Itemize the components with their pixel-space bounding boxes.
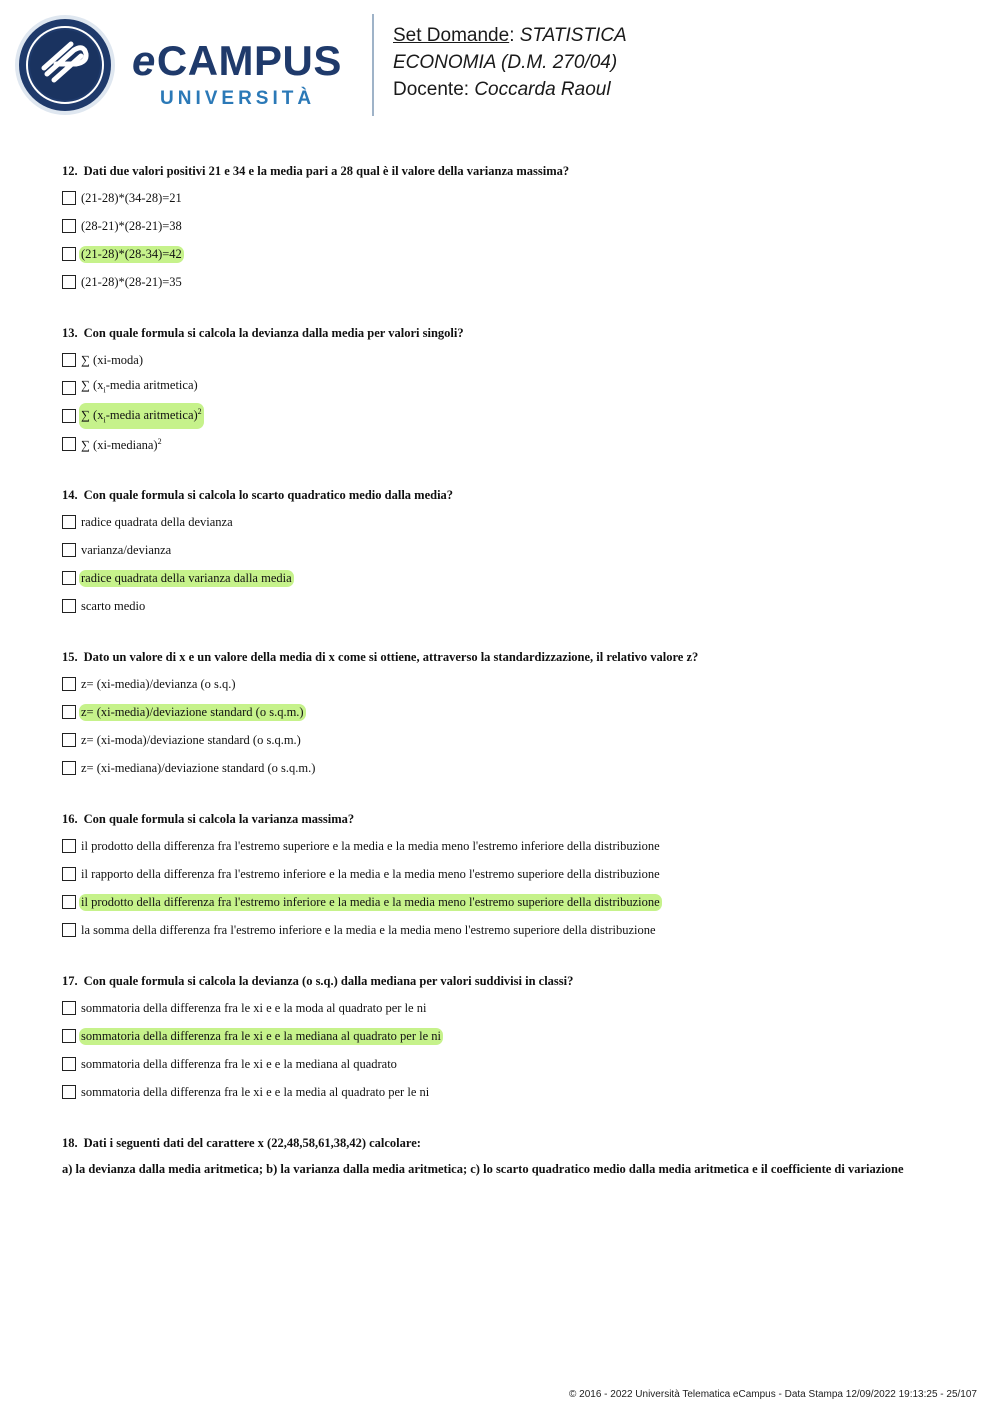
question-16 — [62, 811, 962, 939]
answer-text: ∑ (xi-mediana)$^2$ — [81, 437, 162, 453]
answer-option — [62, 541, 962, 559]
answer-text: varianza/devianza — [81, 542, 172, 557]
answer-option — [62, 435, 962, 453]
answer-text-highlighted: ∑ ($x_i$-media aritmetica)$^2$ — [79, 403, 204, 429]
answer-text-highlighted: z= (xi-media)/deviazione standard (o s.q.m.) — [81, 704, 304, 719]
answer-option-correct — [62, 569, 962, 587]
ecampus-seal-logo — [14, 14, 116, 116]
answer-option-correct — [62, 407, 962, 425]
answer-checkbox[interactable] — [62, 895, 76, 909]
question-title — [62, 163, 962, 179]
answer-option — [62, 217, 962, 235]
answer-option — [62, 865, 962, 883]
answer-text: (21-28)*(28-21)=35 — [81, 274, 182, 289]
spacer — [62, 463, 962, 487]
answer-checkbox[interactable] — [62, 571, 76, 585]
answer-option — [62, 189, 962, 207]
spacer — [62, 949, 962, 973]
question-number: 16. — [62, 812, 78, 826]
answer-text: ∑ (xi-moda) — [81, 352, 144, 367]
answer-checkbox[interactable] — [62, 437, 76, 451]
answer-text-highlighted: sommatoria della differenza fra le xi e e la mediana al quadrato per le ni — [81, 1028, 442, 1043]
wordmark-prefix: e — [132, 37, 156, 84]
answer-checkbox[interactable] — [62, 839, 76, 853]
question-text: Dati due valori positivi 21 e 34 e la media pari a 28 qual è il valore della varianza massima? — [83, 164, 570, 178]
question-text: Dati i seguenti dati del carattere x (22,48,58,61,38,42) calcolare: — [83, 1136, 421, 1150]
answer-checkbox[interactable] — [62, 733, 76, 747]
question-text: Con quale formula si calcola la varianza massima? — [83, 812, 355, 826]
answer-text-highlighted: (21-28)*(28-34)=42 — [81, 246, 182, 261]
answer-option — [62, 837, 962, 855]
answer-checkbox[interactable] — [62, 247, 76, 261]
answer-text: ∑ ($x_i$-media aritmetica) — [81, 378, 198, 395]
ecampus-wordmark — [132, 37, 342, 84]
answer-option — [62, 597, 962, 615]
set-line — [393, 22, 627, 49]
answer-text: (28-21)*(28-21)=38 — [81, 218, 182, 233]
spacer — [62, 787, 962, 811]
question-text: Con quale formula si calcola la devianza dalla media per valori singoli? — [83, 326, 464, 340]
question-18 — [62, 1135, 962, 1177]
answer-checkbox[interactable] — [62, 1085, 76, 1099]
question-subtext: a) la devianza dalla media aritmetica; b) la varianza dalla media aritmetica; c) lo scarto quadratico medio dalla media aritmetica e il coefficiente di variazione — [62, 1162, 904, 1176]
answer-checkbox[interactable] — [62, 381, 76, 395]
answer-checkbox[interactable] — [62, 409, 76, 423]
question-15 — [62, 649, 962, 777]
answer-text: (21-28)*(34-28)=21 — [81, 190, 182, 205]
answer-option — [62, 921, 962, 939]
answer-checkbox[interactable] — [62, 761, 76, 775]
answer-option — [62, 675, 962, 693]
docente-line — [393, 76, 627, 103]
answer-option — [62, 759, 962, 777]
question-12 — [62, 163, 962, 291]
answer-text: z= (xi-moda)/deviazione standard (o s.q.m.) — [81, 732, 301, 747]
answer-text-highlighted: il prodotto della differenza fra l'estremo inferiore e la media e la media meno l'estremo superiore della distribuzione — [81, 894, 660, 909]
question-14 — [62, 487, 962, 615]
answer-option — [62, 351, 962, 369]
set-value: STATISTICA — [519, 25, 627, 46]
answer-option-correct — [62, 245, 962, 263]
answer-text: la somma della differenza fra l'estremo inferiore e la media e la media meno l'estremo superiore della distribuzione — [81, 922, 656, 937]
docente-label: Docente: — [393, 79, 475, 100]
set-separator: : — [509, 25, 520, 46]
question-title — [62, 649, 962, 665]
answer-text: il prodotto della differenza fra l'estremo superiore e la media e la media meno l'estremo inferiore della distribuzione — [81, 838, 660, 853]
set-label: Set Domande — [393, 25, 510, 46]
question-number: 17. — [62, 974, 78, 988]
answer-option — [62, 513, 962, 531]
question-number: 15. — [62, 650, 78, 664]
answer-checkbox[interactable] — [62, 543, 76, 557]
answer-text: sommatoria della differenza fra le xi e e la mediana al quadrato — [81, 1056, 397, 1071]
question-number: 13. — [62, 326, 78, 340]
answer-text: radice quadrata della devianza — [81, 514, 233, 529]
question-title — [62, 1135, 962, 1151]
answer-checkbox[interactable] — [62, 705, 76, 719]
page-header — [0, 0, 1000, 130]
question-13 — [62, 325, 962, 453]
question-number: 12. — [62, 164, 78, 178]
answer-checkbox[interactable] — [62, 677, 76, 691]
answer-text: sommatoria della differenza fra le xi e e la moda al quadrato per le ni — [81, 1000, 427, 1015]
answer-text: z= (xi-media)/devianza (o s.q.) — [81, 676, 236, 691]
answer-text: sommatoria della differenza fra le xi e e la media al quadrato per le ni — [81, 1084, 430, 1099]
question-number: 18. — [62, 1136, 78, 1150]
answer-text: il rapporto della differenza fra l'estremo inferiore e la media e la media meno l'estremo superiore della distribuzione — [81, 866, 660, 881]
answer-option — [62, 379, 962, 397]
header-divider — [372, 14, 374, 116]
answer-checkbox[interactable] — [62, 353, 76, 367]
spacer — [62, 301, 962, 325]
question-list — [62, 163, 962, 1177]
answer-text-highlighted: radice quadrata della varianza dalla media — [81, 570, 292, 585]
answer-text: z= (xi-mediana)/deviazione standard (o s.q.m.) — [81, 760, 316, 775]
answer-checkbox[interactable] — [62, 515, 76, 529]
answer-option-correct — [62, 703, 962, 721]
set-value-line2: ECONOMIA (D.M. 270/04) — [393, 52, 618, 73]
question-text: Dato un valore di x e un valore della media di x come si ottiene, attraverso la standardizzazione, il relativo valore z? — [83, 650, 699, 664]
answer-checkbox[interactable] — [62, 191, 76, 205]
answer-text: scarto medio — [81, 598, 146, 613]
answer-checkbox[interactable] — [62, 599, 76, 613]
question-title — [62, 325, 962, 341]
question-title — [62, 973, 962, 989]
spacer — [62, 625, 962, 649]
question-title — [62, 811, 962, 827]
answer-checkbox[interactable] — [62, 923, 76, 937]
answer-option — [62, 1055, 962, 1073]
answer-checkbox[interactable] — [62, 275, 76, 289]
wordmark-text: CAMPUS — [156, 37, 342, 84]
page-footer: © 2016 - 2022 Università Telematica eCampus - Data Stampa 12/09/2022 19:13:25 - 25/107 — [569, 1389, 977, 1400]
question-17 — [62, 973, 962, 1101]
question-title — [62, 487, 962, 503]
answer-option-correct — [62, 893, 962, 911]
answer-option — [62, 999, 962, 1017]
docente-value: Coccarda Raoul — [474, 79, 611, 100]
answer-option — [62, 1083, 962, 1101]
answer-checkbox[interactable] — [62, 1029, 76, 1043]
answer-checkbox[interactable] — [62, 867, 76, 881]
answer-option — [62, 273, 962, 291]
header-info — [393, 22, 627, 103]
answer-checkbox[interactable] — [62, 1057, 76, 1071]
answer-checkbox[interactable] — [62, 1001, 76, 1015]
question-text: Con quale formula si calcola lo scarto quadratico medio dalla media? — [83, 488, 454, 502]
question-number: 14. — [62, 488, 78, 502]
spacer — [62, 1111, 962, 1135]
answer-option-correct — [62, 1027, 962, 1045]
answer-checkbox[interactable] — [62, 219, 76, 233]
universita-wordmark: UNIVERSITÀ — [160, 88, 316, 109]
question-text: Con quale formula si calcola la devianza (o s.q.) dalla mediana per valori suddivisi in classi? — [83, 974, 574, 988]
answer-option — [62, 731, 962, 749]
